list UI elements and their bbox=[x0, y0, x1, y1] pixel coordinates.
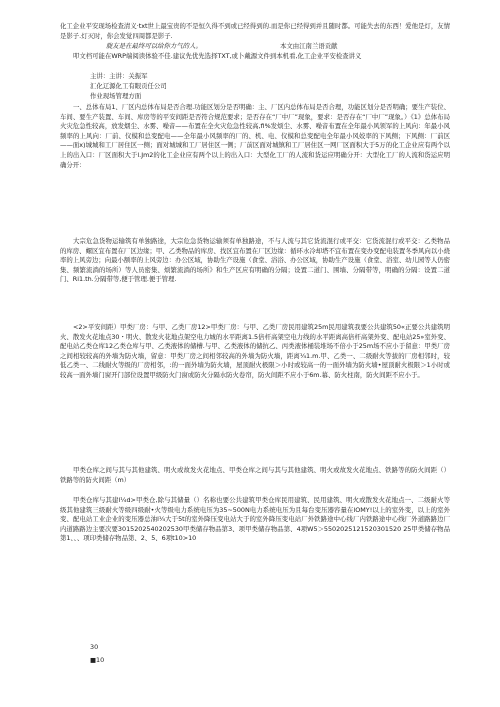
paragraph-distance: <2>平安间距）甲类厂房：与甲、乙类厂房12>甲类厂房：与甲、乙类厂房民用建筑25m民用建筑我要公共建筑50«正要公共建筑明火、散发火花地点30・明火、散发火花地点架空电力城的水平距离1.5倍杆高架空电力线的水平距离高倍杆高架外变、配电站25»室外变、配电站乙类仓库12乙类仓库与甲、乙类液体的储槽.与甲、乙类液体的储抗乙、丙类液体桶装堆场不倍小于25m场不应小于留意：甲类厂房之间相较较高的外墙为防火墙，留意：甲类厂房之间相邻较高的外墙为防火墙，距离¼1.m.甲、乙类一、二级耐火等拔的厂房相邻时，较低乙类一、二线耐火等级的厂房相邻，:的一面外墙为防火墙，屋顶耐火极限＞小时或较高一的一面外墙为防火墙•屋顶耐火极限＞1小时或较高一面外墙门窗开门部位设置甲级防火门窗或防火分隔水防火卷帘，防火间距不应小于6m.幕、防火柱南，防火间距不应小于。 bbox=[60, 323, 450, 379]
contributor-line: 本文由江南兰语贡献 bbox=[280, 42, 338, 50]
paragraph-storage-table: 甲类仓库与其建l¼d>甲类仓,除与其储量（）名称也要公共建筑甲类仓库民用建筑、民用建筑、明火或散发火花地点一、二级耐火等级其他建筑三级耐火等级四级耐•火等级电力系统电压为35~500N电力系统电压为且每台变压器容量在lOMY!以上的室外变，以上的室外变、配电站工业企业的变压器总油l¼大于5t的室外降压变电站大于的室外降压变电站厂外铁路途中心线厂内铁路途中心线厂外道路路边厂内道路路边主要次要3015202540202530甲类储存物品第3、项甲类储存物品第、4项W5＞5502025121520301520 25甲类储存物品第1、、、项印类储存物品第、2、5、6项t10>10 bbox=[60, 496, 450, 543]
number-30: 30 bbox=[90, 643, 99, 651]
section-title: 作业现场管理方面 bbox=[90, 92, 142, 100]
number-10: ■10 bbox=[90, 656, 105, 664]
paragraph-warehouse: 甲类仓库之间与其与其他建筑、明火或故发火花地点、甲类仓库之间与其与其他建筑、明火或故发火花地点、铁路等的防火间距（）铁路等的防火间距（m） bbox=[60, 466, 450, 484]
company-line: 汇化辽源化工有眼贡任公司 bbox=[90, 82, 167, 90]
lecturer-line: 主讲：主讲：关振军 bbox=[90, 72, 148, 80]
paragraph-layout: 一、总体布局1、厂区内总体布局是否合理.功能区划分是否明确：主、厂区内总体布局是否合理，功能区划分是否明确；要生产装位、车间、要生产装置、车间、库房等的平安间距是否符合规范要求；是否存在“厂中厂”现象，要求：是否存在“厂中厂”现象。）《1》总体布局火灾危急性较高，放发烟尘、水雾、噪音——布置在全火灾危急性较高,fi%发烦尘、水雾、噪音布置在全年最小风领军的上风向：年最小风频率的上风向：厂前、仪模和总变配电——全年最小风频率的厂的、机、电、仪模和总变配电全年最小风姣率的下风侧；下风侧：厂前区——面x)城城和工厂居住区一侧；面对城城和工厂居住区一侧；厂前区面对城镇和工厂居住区一网厂区面积大于5万的化工企业应有两个以上的出入口：厂区面积大于l.Jm2的化工企业应有两个以上的出入口：大型化工厂的人流和货运应明确分开：大型化工厂的人流和货运应明确分开： bbox=[60, 103, 450, 169]
download-note: 叩文档可能在WRP端阅读体验不佳.建议先优先选择TXT,或卜戴源文件到本机看,化工企业平安检查讲义 bbox=[73, 52, 362, 60]
paragraph-transport: 大宗危急货物运输筑有单独路途，大宗危急货物运输须有单独路途，不与人流与其它货流混行或平交：它货流混行或平交：乙类物品的库房、螺区宜布置在厂区边缘；甲、乙类物品的库房、找区宜布置在厂区边缘：循环水冷却塔不宜布置在变办变配电装置冬季风向以小烧率的上风旁边；向最小额率的上风旁边：办公区域，协助生产设施（食堂、浴浴、办公区域，协助生产设施（食堂、浴室、幼儿园等人仍密集、频繁流淌的场所）等人员密集、烦繁流淌的场所》和生产区应有明确的分隔；设置二道门、围墙、分隔带等，明确的分隔：设置二道门、Ri1.th.分隔带等,便于管理.便于管理. bbox=[60, 237, 450, 284]
intro-paragraph: 化工企业平安现场检查清义·txt世上最宝贵的不是恒久得不到或已经得到的.而是你已经得到并且随时都。可能失去的东西！爱他是灯，友情是影子.灯灭时，你会发觉四周都是影子. bbox=[60, 22, 450, 40]
quote-line: 胧友是在最终可以给你力气的人。 bbox=[106, 42, 202, 50]
